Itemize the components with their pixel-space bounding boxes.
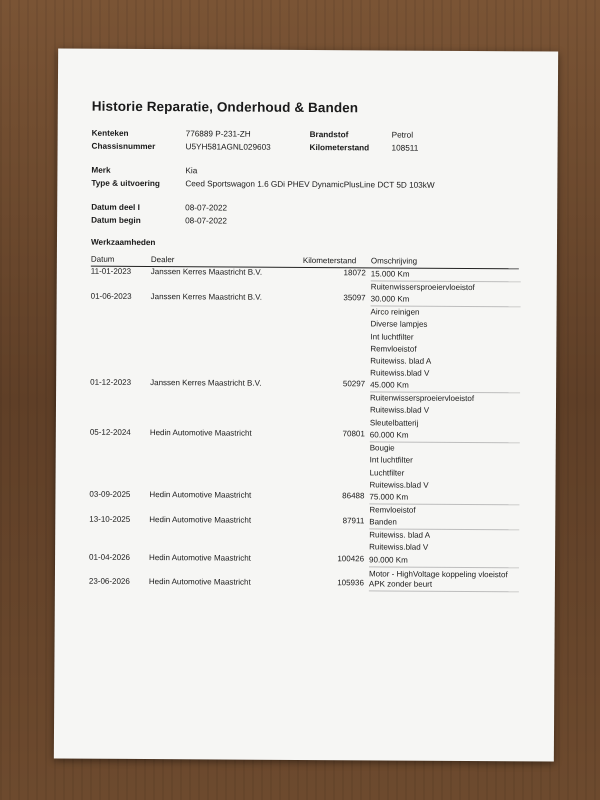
description-line: Banden [369, 516, 519, 530]
type-value: Ceed Sportswagon 1.6 GDi PHEV DynamicPlusLine DCT 5D 103kW [185, 179, 435, 190]
chassis-value: U5YH581AGNL029603 [185, 142, 271, 152]
table-row [89, 490, 517, 518]
row-omschrijving [369, 516, 519, 554]
document-sheet [54, 48, 558, 761]
description-line: Ruitewiss.blad V [369, 480, 429, 490]
document-title: Historie Reparatie, Onderhoud & Banden [91, 98, 359, 116]
kenteken-label: Kenteken [91, 128, 129, 138]
header-datum: Datum [90, 254, 115, 264]
description-line: Airco reinigen [370, 307, 420, 317]
row-date: 03-09-2025 [89, 489, 131, 499]
description-line: Remvloeistof [370, 344, 417, 354]
description-line: Int luchtfilter [370, 331, 414, 342]
kenteken-value: 776889 P-231-ZH [185, 129, 251, 139]
description-line: 15.000 Km [371, 268, 521, 282]
row-kilometerstand: 100426 [337, 554, 365, 564]
row-date: 13-10-2025 [89, 514, 131, 524]
description-line: Ruitenwissersproeiervloeistof [370, 282, 475, 293]
description-line: Bougie [369, 443, 395, 453]
chassis-label: Chassisnummer [91, 141, 156, 152]
row-kilometerstand: 86488 [342, 491, 365, 501]
row-omschrijving [369, 554, 519, 579]
datum-begin-value: 08-07-2022 [185, 216, 228, 226]
description-line: 30.000 Km [371, 293, 521, 307]
description-line: 45.000 Km [370, 379, 520, 393]
description-line: Ruitewiss. blad A [370, 356, 432, 366]
row-dealer: Janssen Kerres Maastricht B.V. [150, 292, 262, 302]
row-omschrijving [370, 379, 520, 430]
row-date: 11-01-2023 [90, 266, 132, 276]
brandstof-value: Petrol [391, 130, 414, 140]
row-date: 05-12-2024 [89, 427, 131, 437]
werkzaamheden-heading: Werkzaamheden [90, 237, 156, 248]
brandstof-label: Brandstof [309, 130, 349, 140]
type-label: Type & uitvoering [91, 178, 160, 189]
row-kilometerstand: 35097 [343, 293, 366, 303]
row-dealer: Hedin Automotive Maastricht [149, 428, 252, 438]
header-omschrijving: Omschrijving [370, 256, 418, 266]
description-line: Int luchtfilter [369, 455, 413, 466]
table-row [89, 515, 517, 556]
description-line: Sleutelbatterij [369, 417, 419, 428]
row-date: 23-06-2026 [88, 576, 130, 586]
row-date: 01-12-2023 [90, 377, 132, 387]
table-row [89, 553, 517, 580]
merk-value: Kia [185, 166, 198, 176]
row-omschrijving [370, 293, 521, 380]
row-kilometerstand: 87911 [342, 516, 365, 526]
description-line: Ruitenwissersproeiervloeistof [370, 393, 475, 404]
datum-deel-value: 08-07-2022 [185, 203, 228, 213]
description-line: Remvloeistof [369, 505, 416, 515]
description-line: Motor - HighVoltage koppeling vloeistof [368, 569, 508, 580]
description-line: Ruitewiss.blad V [370, 368, 430, 378]
description-line: 90.000 Km [369, 554, 519, 568]
row-dealer: Hedin Automotive Maastricht [149, 553, 251, 563]
description-line: Diverse lampjes [370, 319, 428, 330]
row-omschrijving [369, 491, 519, 517]
description-line: Luchtfilter [369, 467, 405, 478]
row-date: 01-04-2026 [89, 552, 131, 562]
row-kilometerstand: 50297 [342, 379, 366, 389]
row-dealer: Hedin Automotive Maastricht [148, 577, 251, 587]
description-line: 75.000 Km [369, 491, 519, 505]
datum-begin-label: Datum begin [91, 215, 141, 225]
description-line: 60.000 Km [370, 429, 520, 443]
table-row [89, 577, 517, 593]
row-kilometerstand: 70801 [342, 429, 365, 439]
table-row [89, 428, 517, 493]
row-omschrijving [369, 429, 519, 492]
row-omschrijving [369, 578, 519, 592]
datum-deel-label: Datum deel I [91, 202, 140, 212]
row-kilometerstand: 18072 [343, 268, 366, 278]
table-row [91, 267, 519, 295]
merk-label: Merk [91, 165, 111, 175]
header-dealer: Dealer [150, 255, 175, 265]
table-row [90, 378, 518, 431]
row-dealer: Hedin Automotive Maastricht [149, 515, 252, 525]
work-table-body [89, 267, 519, 593]
description-line: APK zonder beurt [369, 578, 519, 592]
header-kilometerstand: Kilometerstand [302, 255, 357, 266]
row-omschrijving [371, 268, 521, 294]
description-line: Ruitewiss.blad V [369, 405, 430, 416]
description-line: Ruitewiss. blad A [369, 530, 431, 540]
row-dealer: Janssen Kerres Maastricht B.V. [150, 378, 262, 388]
row-kilometerstand: 105936 [337, 578, 364, 588]
row-dealer: Hedin Automotive Maastricht [149, 490, 252, 500]
kilometerstand-label: Kilometerstand [309, 143, 370, 153]
kilometerstand-value: 108511 [391, 143, 419, 153]
table-row [90, 292, 519, 381]
row-date: 01-06-2023 [90, 291, 132, 301]
row-dealer: Janssen Kerres Maastricht B.V. [150, 267, 263, 277]
description-line: Ruitewiss.blad V [369, 542, 429, 553]
